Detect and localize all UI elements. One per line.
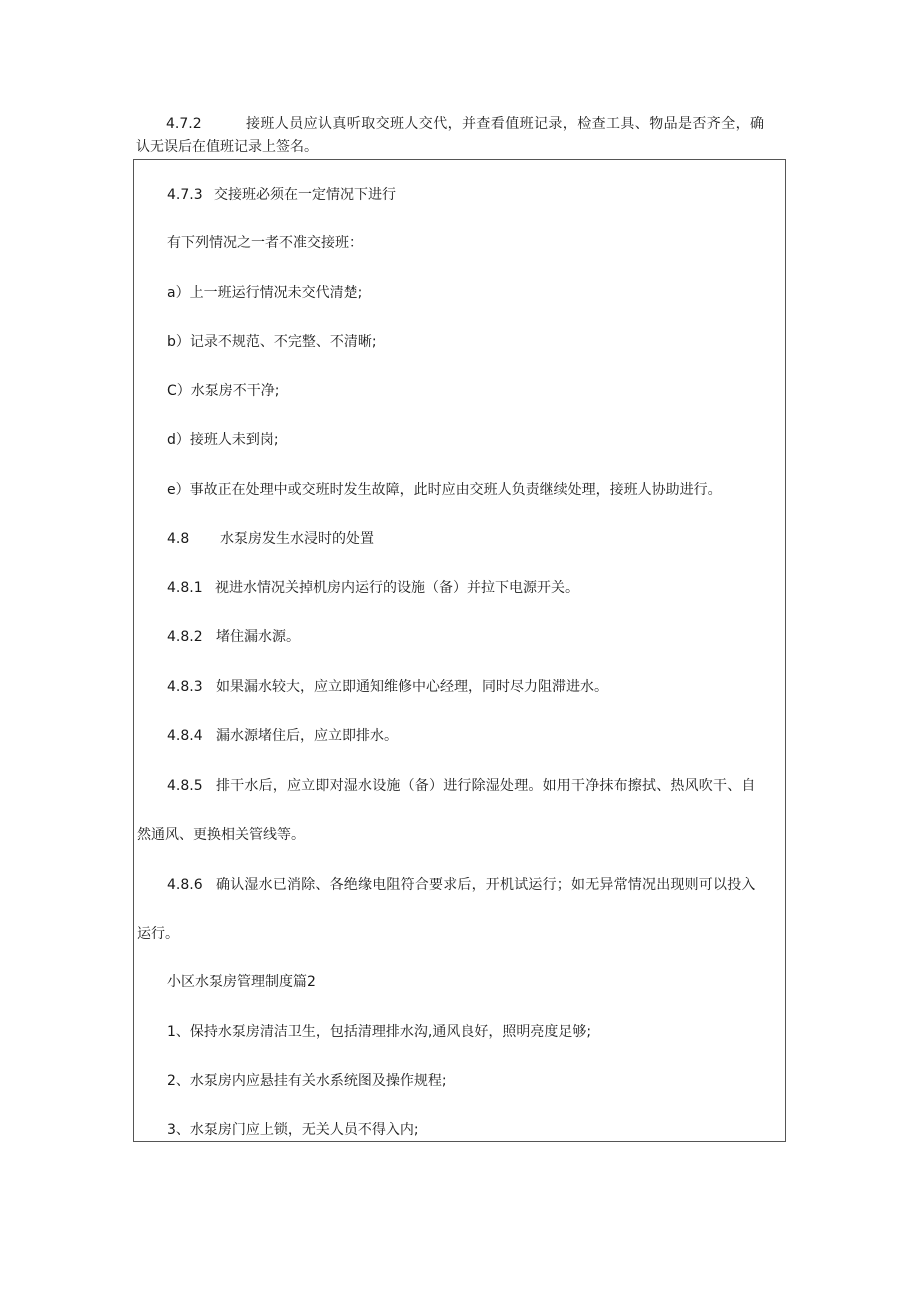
- list-item-d: d）接班人未到岗;: [167, 432, 279, 448]
- section-number-4-8-2: 4.8.2: [167, 629, 203, 645]
- section-number-4-8-1: 4.8.1: [167, 580, 203, 596]
- section-number-4-7-2: 4.7.2: [166, 116, 202, 132]
- rule-item-1: 1、保持水泵房清洁卫生，包括清理排水沟,通风良好，照明亮度足够;: [167, 1024, 592, 1040]
- section-number-4-8-6: 4.8.6: [167, 877, 203, 893]
- rule-item-2: 2、水泵房内应悬挂有关水系统图及操作规程;: [167, 1073, 447, 1089]
- section-number-4-8-5: 4.8.5: [167, 778, 203, 794]
- list-item-a: a）上一班运行情况未交代清楚;: [167, 285, 363, 301]
- section-text-4-8-5: 排干水后，应立即对湿水设施（备）进行除湿处理。如用干净抹布擦拭、热风吹干、自: [216, 778, 756, 794]
- section-text-4-8-5-continued: 然通风、更换相关管线等。: [137, 827, 305, 843]
- rule-item-3: 3、水泵房门应上锁，无关人员不得入内;: [167, 1122, 419, 1138]
- list-item-e: e）事故正在处理中或交班时发生故障，此时应由交班人负责继续处理，接班人协助进行。: [167, 482, 722, 498]
- section-number-4-8: 4.8: [167, 531, 190, 547]
- section-number-4-8-4: 4.8.4: [167, 728, 203, 744]
- list-item-b: b）记录不规范、不完整、不清晰;: [167, 334, 377, 350]
- section-text-4-8-3: 如果漏水较大，应立即通知维修中心经理，同时尽力阻滞进水。: [216, 679, 608, 695]
- section-text-4-8-4: 漏水源堵住后，应立即排水。: [216, 728, 398, 744]
- section-text-4-8-2: 堵住漏水源。: [216, 629, 300, 645]
- list-item-c: C）水泵房不干净;: [167, 383, 280, 399]
- section-text-4-8: 水泵房发生水浸时的处置: [220, 531, 374, 547]
- section-text-4-8-6-continued: 运行。: [137, 926, 179, 942]
- section-text-4-8-6: 确认湿水已消除、各绝缘电阻符合要求后，开机试运行；如无异常情况出现则可以投入: [216, 877, 756, 893]
- section-number-4-7-3: 4.7.3: [167, 187, 203, 203]
- section-text-4-7-2: 接班人员应认真听取交班人交代，并查看值班记录，检查工具、物品是否齐全，确: [246, 116, 765, 132]
- section-text-4-7-3: 交接班必须在一定情况下进行: [214, 187, 396, 203]
- section-number-4-8-3: 4.8.3: [167, 679, 203, 695]
- condition-intro: 有下列情况之一者不准交接班：: [167, 235, 363, 251]
- part2-title: 小区水泵房管理制度篇2: [167, 974, 316, 990]
- section-text-4-8-1: 视进水情况关掉机房内运行的设施（备）并拉下电源开关。: [215, 580, 579, 596]
- section-text-4-7-2-continued: 认无误后在值班记录上签名。: [136, 139, 318, 155]
- bordered-content-box: [133, 159, 786, 1142]
